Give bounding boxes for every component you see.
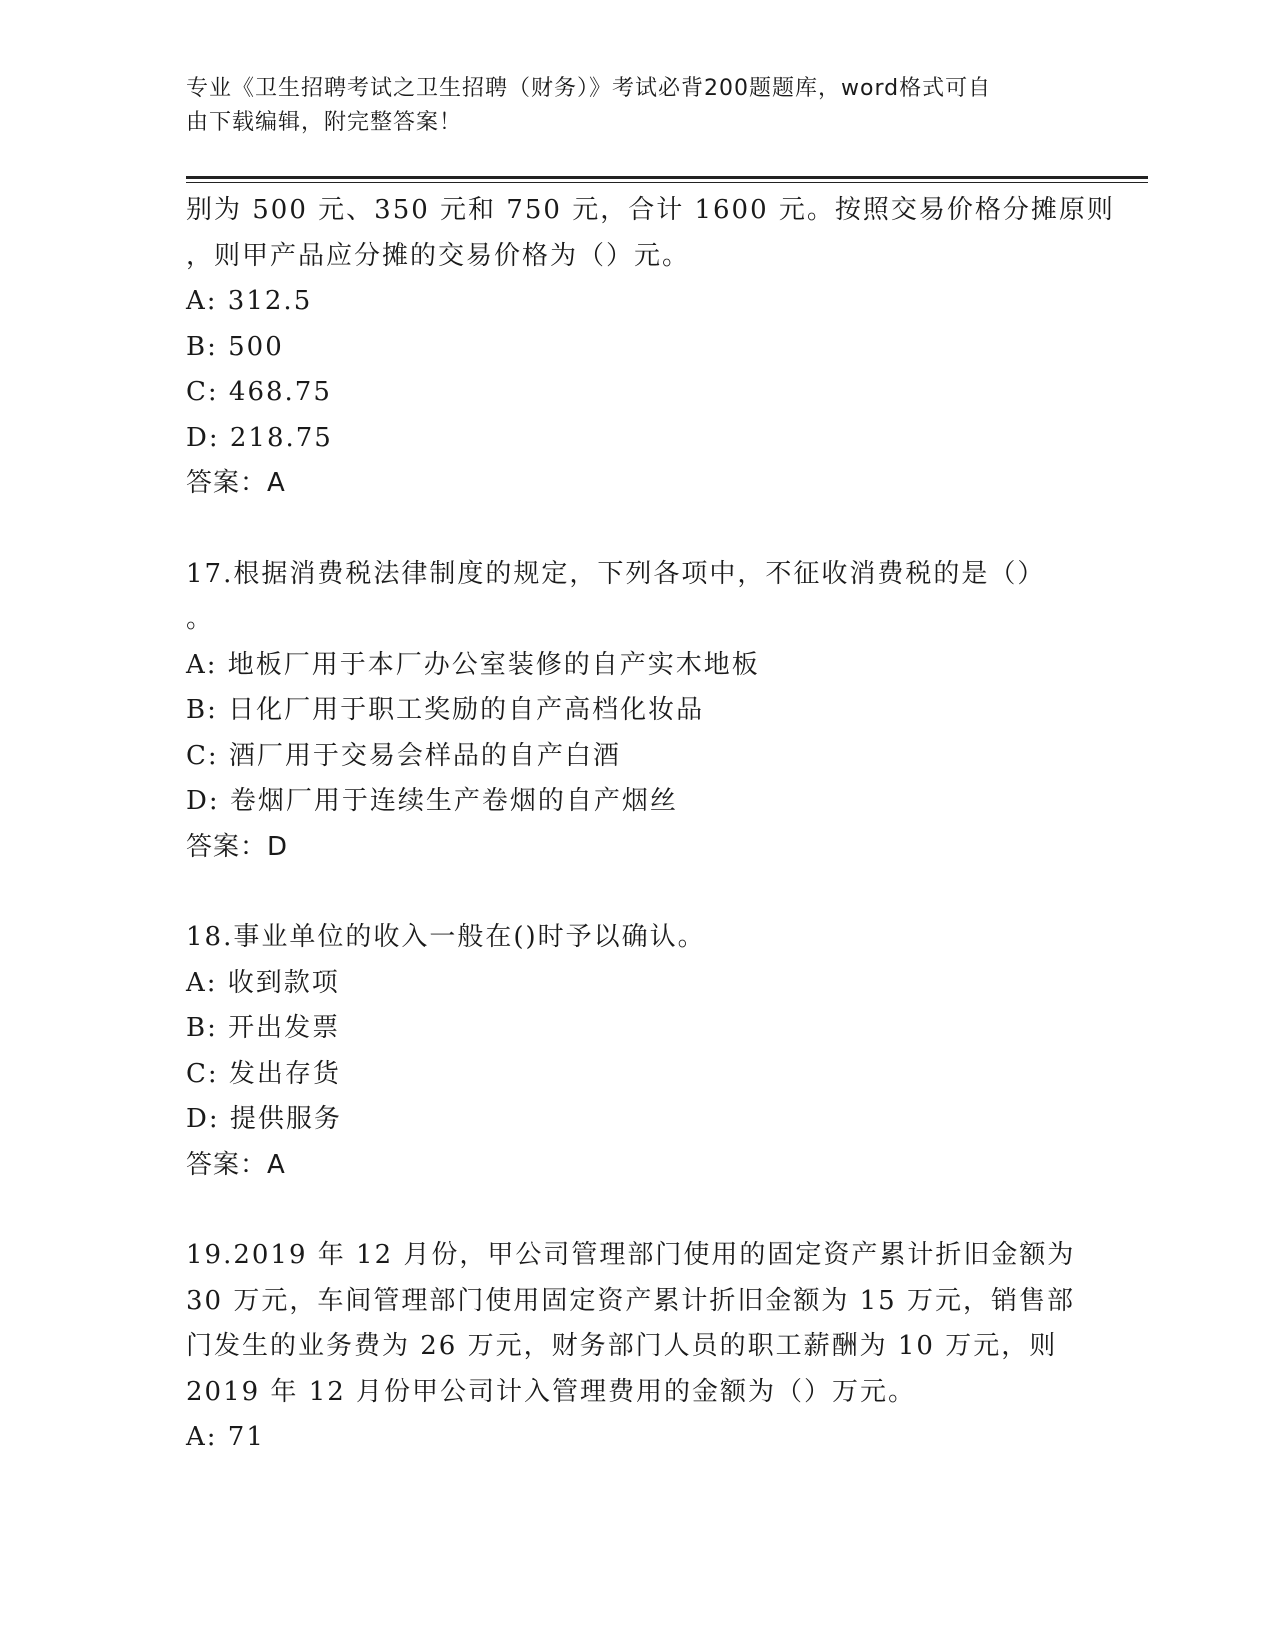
header-line-2: 由下载编辑，附完整答案！ <box>186 110 463 135</box>
question-stem-line: 门发生的业务费为 26 万元，财务部门人员的职工薪酬为 10 万元，则 <box>186 1331 1058 1361</box>
option-c: C: 发出存货 <box>186 1058 341 1089</box>
option-a: A: 71 <box>186 1422 265 1452</box>
option-a: A: 312.5 <box>186 286 313 316</box>
question-stem-line: 30 万元，车间管理部门使用固定资产累计折旧金额为 15 万元，销售部 <box>186 1285 1075 1316</box>
answer-line: 答案：D <box>186 831 289 862</box>
question-stem-line: ，则甲产品应分摊的交易价格为（）元。 <box>186 240 691 271</box>
header-divider-thin <box>186 182 1148 183</box>
question-stem-line: 别为 500 元、350 元和 750 元，合计 1600 元。按照交易价格分摊原则 <box>186 195 1115 225</box>
question-18 <box>186 915 1086 1188</box>
option-b: B: 日化厂用于职工奖励的自产高档化妆品 <box>186 695 705 725</box>
option-d: D: 218.75 <box>186 422 333 453</box>
answer-line: 答案：A <box>186 1149 286 1180</box>
question-stem-line: 17.根据消费税法律制度的规定，下列各项中，不征收消费税的是（） <box>186 558 1046 589</box>
question-stem-line: 2019 年 12 月份甲公司计入管理费用的金额为（）万元。 <box>186 1376 917 1407</box>
header-line-1: 专业《卫生招聘考试之卫生招聘（财务）》考试必背200题题库，word格式可自 <box>186 76 992 101</box>
option-a: A: 地板厂用于本厂办公室装修的自产实木地板 <box>186 649 760 680</box>
option-b: B: 开出发票 <box>186 1013 341 1043</box>
answer-line: 答案：A <box>186 468 286 498</box>
question-19 <box>186 1233 1086 1461</box>
option-c: C: 468.75 <box>186 377 332 407</box>
option-a: A: 收到款项 <box>186 967 340 998</box>
question-16 <box>186 188 1115 507</box>
option-d: D: 提供服务 <box>186 1104 342 1134</box>
option-b: B: 500 <box>186 331 284 362</box>
question-stem-line: 18.事业单位的收入一般在()时予以确认。 <box>186 922 706 952</box>
question-17 <box>186 552 1086 871</box>
header-divider-thick <box>186 176 1148 179</box>
question-stem-line: 19.2019 年 12 月份，甲公司管理部门使用的固定资产累计折旧金额为 <box>186 1240 1076 1270</box>
question-list <box>186 188 1115 1461</box>
document-header <box>186 72 1066 140</box>
option-d: D: 卷烟厂用于连续生产卷烟的自产烟丝 <box>186 786 678 816</box>
question-stem-line: 。 <box>186 604 215 634</box>
option-c: C: 酒厂用于交易会样品的自产白酒 <box>186 740 621 771</box>
